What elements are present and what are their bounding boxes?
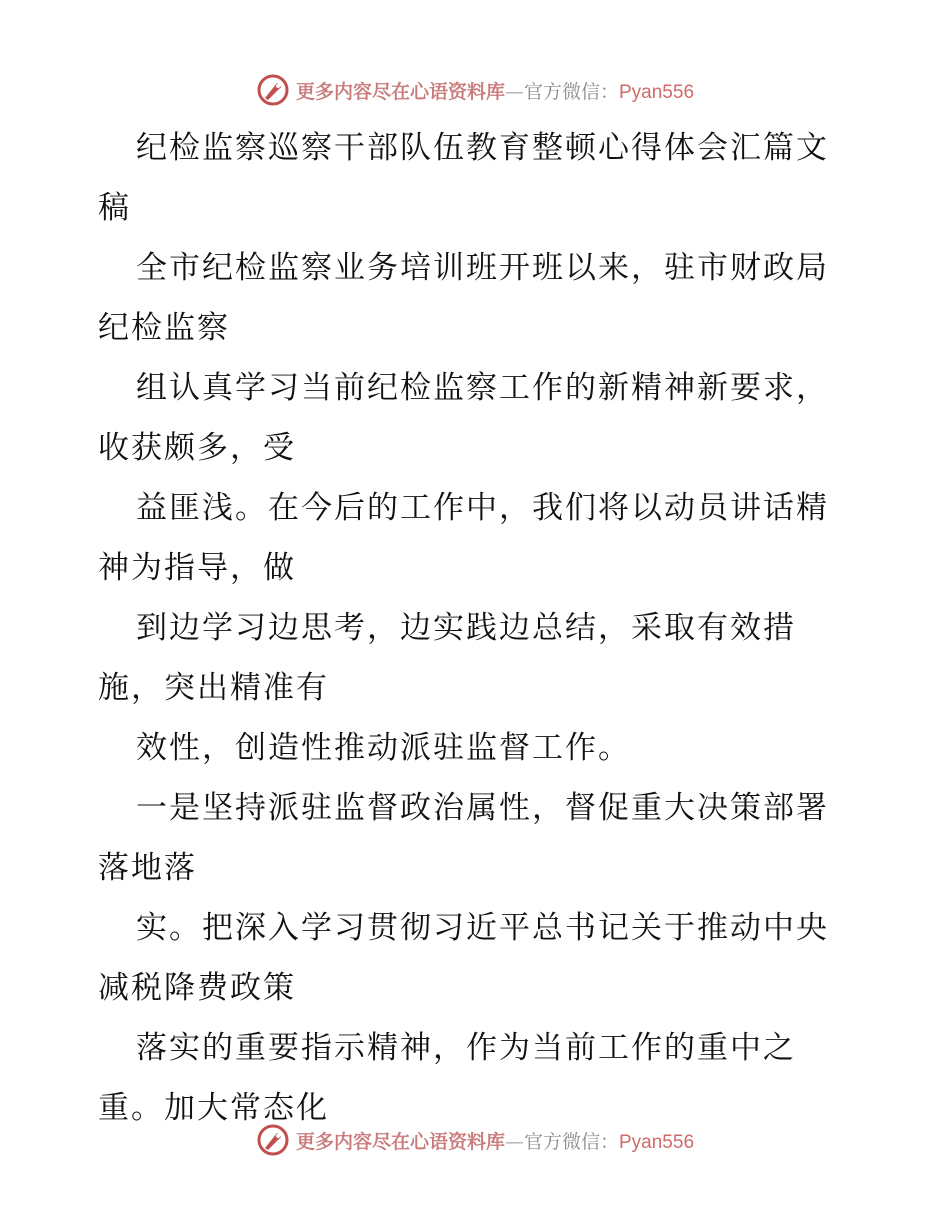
footer-banner-content [256, 1123, 694, 1157]
banner-wechat-id: Pyan556 [619, 81, 695, 103]
footer-banner [0, 1120, 950, 1160]
line-wrap: 落地落 [98, 850, 197, 886]
line-first: 效性，创造性推动派驻监督工作。 [136, 730, 631, 766]
header-banner [0, 70, 950, 110]
paragraph-line [98, 118, 858, 238]
line-wrap: 纪检监察 [98, 310, 230, 346]
paragraph-line [98, 778, 858, 898]
pen-nib-circle-icon [256, 1123, 290, 1157]
paragraph-line [98, 478, 858, 598]
paragraph-line [98, 238, 858, 358]
paragraph-line [98, 598, 858, 718]
line-first: 组认真学习当前纪检监察工作的新精神新要求， [136, 370, 829, 406]
line-wrap: 施，突出精准有 [98, 670, 329, 706]
banner-slogan: 更多内容尽在心语资料库 [295, 80, 505, 103]
banner-slogan: 更多内容尽在心语资料库 [295, 1130, 505, 1153]
line-first: 落实的重要指示精神，作为当前工作的重中之 [136, 1030, 796, 1066]
header-banner-content [256, 73, 694, 107]
line-first: 全市纪检监察业务培训班开班以来，驻市财政局 [136, 250, 829, 286]
banner-wechat-id: Pyan556 [619, 1131, 695, 1153]
line-wrap: 稿 [98, 190, 131, 226]
paragraph-line [98, 358, 858, 478]
banner-separator: — [504, 1130, 524, 1153]
line-first: 到边学习边思考，边实践边总结，采取有效措 [136, 610, 796, 646]
line-first: 一是坚持派驻监督政治属性，督促重大决策部署 [136, 790, 829, 826]
document-body [98, 118, 858, 1138]
header-banner-text [296, 77, 694, 104]
paragraph-line [98, 898, 858, 1018]
line-first: 纪检监察巡察干部队伍教育整顿心得体会汇篇文 [136, 130, 829, 166]
line-wrap: 收获颇多，受 [98, 430, 296, 466]
banner-wechat-label: 官方微信： [523, 80, 619, 103]
pen-nib-circle-icon [256, 73, 290, 107]
banner-separator: — [504, 80, 524, 103]
line-wrap: 神为指导，做 [98, 550, 296, 586]
banner-wechat-label: 官方微信： [523, 1130, 619, 1153]
line-wrap: 重。加大常态化 [98, 1090, 329, 1126]
line-wrap: 减税降费政策 [98, 970, 296, 1006]
footer-banner-text [296, 1127, 694, 1154]
paragraph-line [98, 718, 858, 778]
line-first: 实。把深入学习贯彻习近平总书记关于推动中央 [136, 910, 829, 946]
line-first: 益匪浅。在今后的工作中，我们将以动员讲话精 [136, 490, 829, 526]
